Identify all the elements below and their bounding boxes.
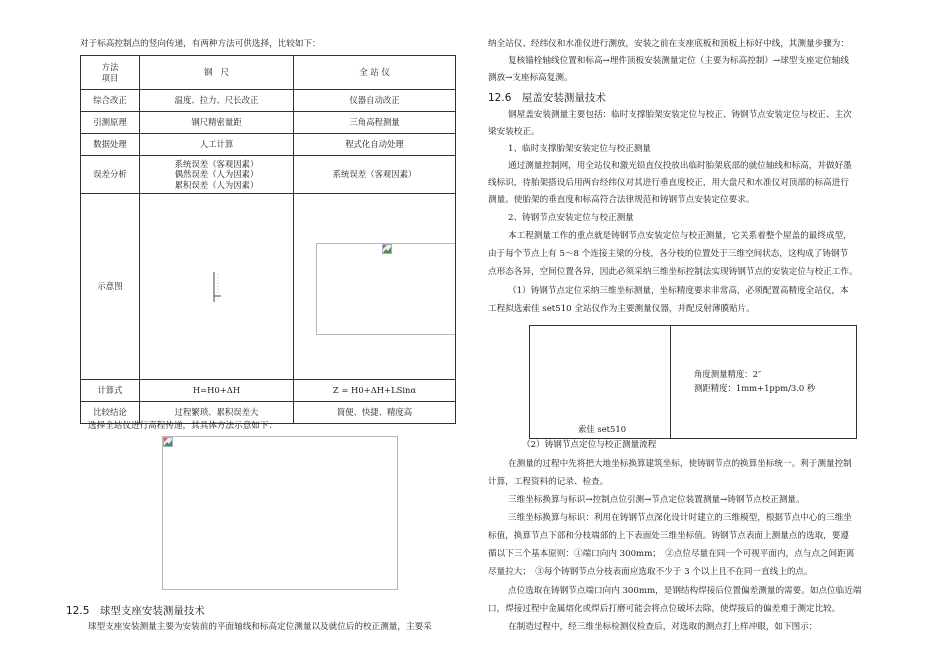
paragraph-line: 点位选取在铸钢节点端口向内 300mm，是钢结构焊接后位置偏差测量的需要。如点位临近端 xyxy=(508,586,862,596)
distance-accuracy: 测距精度：1mm+1ppm/3.0 秒 xyxy=(694,383,816,393)
after-table-text: 选择全站仪进行高程传递，其具体方法示意如下： xyxy=(88,421,278,431)
spec-divider xyxy=(670,326,671,438)
angle-accuracy: 角度测量精度：2″ xyxy=(694,369,762,379)
table-row xyxy=(81,134,456,156)
comparison-table xyxy=(80,55,456,424)
error-line: 累积误差（人为因素） xyxy=(174,179,259,190)
row-label: 引测原理 xyxy=(81,112,140,134)
station-cell: Z = H0+ΔH+LSinα xyxy=(294,380,456,402)
paragraph-line: 口，焊接过程中金属熔化或焊后打磨可能会将点位破坏去除，使焊接后的偏差难于测定比较。 xyxy=(488,604,841,614)
intro-text: 对于标高控制点的竖向传递，有两种方法可供选择，比较如下： xyxy=(80,39,321,49)
row-label: 示意图 xyxy=(81,194,140,380)
paragraph-line: 循以下三个基本原则：①端口向内 300mm； ②点位尽量在同一个可视平面内，点与点之间距离 xyxy=(488,549,855,559)
header-item-label: 项目 xyxy=(101,72,119,83)
row-label: 综合改正 xyxy=(81,90,140,112)
steel-ruler-diagram xyxy=(210,270,224,304)
station-cell: 三角高程测量 xyxy=(294,112,456,134)
steel-cell: 温度、拉力、尺长改正 xyxy=(140,90,294,112)
error-line: 系统误差（客观因素） xyxy=(174,158,259,169)
table-row xyxy=(81,112,456,134)
paragraph-line: 钢屋盖安装测量主要包括：临时支撑胎架安装定位与校正、铸钢节点安装定位与校正、主次 xyxy=(508,110,852,120)
subheading: （2）铸钢节点定位与校正测量流程 xyxy=(522,440,657,450)
paragraph-line: 通过测量控制网，用全站仪和激光铅直仪投放出临时胎架底部的就位轴线和标高，并做好墨 xyxy=(508,161,852,171)
paragraph-line: 在制造过程中，经三维坐标检测仪检查后，对选取的测点打上样冲眼，如下图示： xyxy=(508,622,818,632)
paragraph-line: 计算，工程资料的记录、检查。 xyxy=(488,477,609,487)
paragraph-line: 三维坐标换算与标识：利用在铸钢节点深化设计时建立的三维模型，根据节点中心的三维坐 xyxy=(508,513,852,523)
paragraph-line: 由于每个节点上有 5～8 个连接主梁的分枝，各分枝的位置处于三维空间状态，这构成了铸钢节 xyxy=(488,249,849,259)
paragraph-line: 工程拟选索佳 set510 全站仪作为主要测量仪器，并配反射薄膜贴片。 xyxy=(488,304,755,314)
station-diagram-cell xyxy=(294,194,456,380)
header-cell-total-station: 全 站 仪 xyxy=(294,56,456,90)
paragraph-line: 本工程测量工作的重点就是铸钢节点安装定位与校正测量，它关系着整个屋盖的最终成型， xyxy=(508,231,852,241)
header-method-label: 方法 xyxy=(101,62,119,72)
row-label: 比较结论 xyxy=(81,402,140,424)
station-cell: 仪器自动改正 xyxy=(294,90,456,112)
paragraph-line: 测放→支座标高复测。 xyxy=(488,73,573,83)
section-12-5-title: 12.5 球型支座安装测量技术 xyxy=(66,605,205,617)
header-cell-method-item xyxy=(81,56,140,90)
instrument-name: 索佳 set510 xyxy=(578,424,627,434)
broken-image-icon xyxy=(163,437,173,447)
error-line: 偶然误差（人为因素） xyxy=(174,169,259,180)
paragraph-line: 三维坐标换算与标识→控制点位引测→节点定位装置测量→铸钢节点校正测量。 xyxy=(508,495,805,505)
station-cell: 系统误差（客观因素） xyxy=(294,156,456,194)
station-cell: 程式化自动处理 xyxy=(294,134,456,156)
paragraph-line: 标值，换算节点下部和分枝端部的上下表面处三维坐标值。铸钢节点表面上测量点的选取，要遵 xyxy=(488,531,849,541)
row-label: 误差分析 xyxy=(81,156,140,194)
method-diagram-image xyxy=(162,436,398,590)
table-row xyxy=(81,194,456,380)
subheading: 1、临时支撑胎架安装定位与校正测量 xyxy=(508,144,651,154)
paragraph-line: 尽量拉大； ③每个铸钢节点分枝表面应选取不少于 3 个以上且不在同一直线上的点。 xyxy=(488,567,813,577)
paragraph-line: 线标识，待胎架搭设后用两台经纬仪对其进行垂直度校正，用大盘尺和水准仪对顶部的标高进行 xyxy=(488,178,849,188)
row-label: 计算式 xyxy=(81,380,140,402)
table-row xyxy=(81,90,456,112)
table-header-row xyxy=(81,56,456,90)
section-12-6-title: 12.6 屋盖安装测量技术 xyxy=(488,92,606,104)
header-cell-steel-ruler: 钢 尺 xyxy=(140,56,294,90)
steel-diagram-cell xyxy=(140,194,294,380)
paragraph-line: 在测量的过程中先将把大地坐标换算建筑坐标，使铸钢节点的换算坐标统一。利于测量控制 xyxy=(508,459,852,469)
section-12-5-body: 球型支座安装测量主要为安装前的平面轴线和标高定位测量以及就位后的校正测量，主要采 xyxy=(88,622,432,632)
paragraph-line: 梁安装校正。 xyxy=(488,127,540,137)
paragraph-line: 纳全站仪、经纬仪和水准仪进行测放，安装之前在支座底板和顶板上标好中线，其测量步骤为： xyxy=(488,39,849,49)
total-station-diagram xyxy=(316,243,456,335)
broken-image-icon xyxy=(382,244,392,254)
steel-cell: 钢尺精密量距 xyxy=(140,112,294,134)
row-label: 数据处理 xyxy=(81,134,140,156)
table-row xyxy=(81,156,456,194)
steel-cell: 人工计算 xyxy=(140,134,294,156)
paragraph-line: 点形态各异，空间位置各异，因此必须采纳三维坐标控制法实现铸钢节点的安装定位与校正工作。 xyxy=(488,267,858,277)
paragraph-line: 测量。使胎架的垂直度和标高符合法律规范和铸钢节点安装定位要求。 xyxy=(488,195,755,205)
steel-cell xyxy=(140,156,294,194)
steel-cell: H=H0+ΔH xyxy=(140,380,294,402)
paragraph-line: 复核锚栓轴线位置和标高→埋件顶板安装测量定位（主要为标高控制）→球型支座定位轴线 xyxy=(508,56,849,66)
station-cell: 简便、快捷、精度高 xyxy=(294,402,456,424)
subheading: 2、铸钢节点安装定位与校正测量 xyxy=(508,213,634,223)
steel-cell: 过程繁琐、累积误差大 xyxy=(140,402,294,424)
table-row xyxy=(81,380,456,402)
paragraph-line: （1）铸钢节点定位采纳三维坐标测量，坐标精度要求非常高，必须配置高精度全站仪，本 xyxy=(508,286,849,296)
instrument-spec-box xyxy=(529,325,857,439)
